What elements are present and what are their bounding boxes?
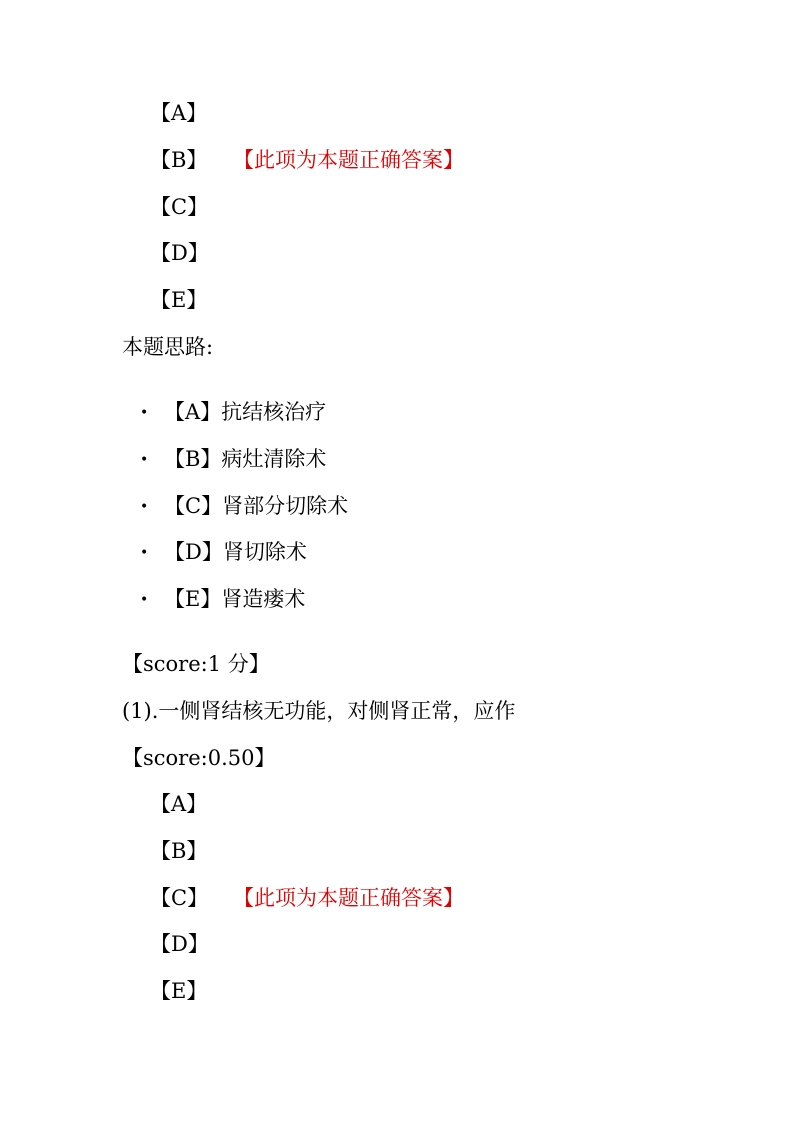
option-e: 【E】 xyxy=(150,979,208,1003)
correct-answer-note: 【此项为本题正确答案】 xyxy=(233,148,464,172)
list-item xyxy=(140,447,326,472)
bullet-text: 【C】肾部分切除术 xyxy=(164,494,349,518)
list-item xyxy=(140,400,326,425)
bullet-icon: • xyxy=(140,545,149,561)
correct-answer-note: 【此项为本题正确答案】 xyxy=(233,886,464,910)
explanation-heading: 本题思路: xyxy=(122,335,214,359)
list-item xyxy=(140,494,348,519)
option-a: 【A】 xyxy=(150,101,208,125)
option-c: 【C】 xyxy=(150,886,209,910)
option-d: 【D】 xyxy=(150,241,209,265)
bullet-icon: • xyxy=(140,499,149,515)
option-b: 【B】 xyxy=(150,148,208,172)
option-c: 【C】 xyxy=(150,195,209,219)
bullet-text: 【B】病灶清除术 xyxy=(164,447,327,471)
option-b: 【B】 xyxy=(150,839,208,863)
section-score: 【score:1 分】 xyxy=(122,652,270,676)
bullet-text: 【D】肾切除术 xyxy=(164,540,307,564)
bullet-icon: • xyxy=(140,592,149,608)
question-score: 【score:0.50】 xyxy=(122,746,276,770)
option-a: 【A】 xyxy=(150,792,208,816)
option-e: 【E】 xyxy=(150,288,208,312)
list-item xyxy=(140,540,307,565)
bullet-text: 【A】抗结核治疗 xyxy=(164,400,327,424)
bullet-text: 【E】肾造瘘术 xyxy=(164,587,306,611)
list-item xyxy=(140,587,305,612)
question-text: (1).一侧肾结核无功能，对侧肾正常，应作 xyxy=(122,699,516,723)
bullet-icon: • xyxy=(140,405,149,421)
option-d: 【D】 xyxy=(150,932,209,956)
bullet-icon: • xyxy=(140,452,149,468)
